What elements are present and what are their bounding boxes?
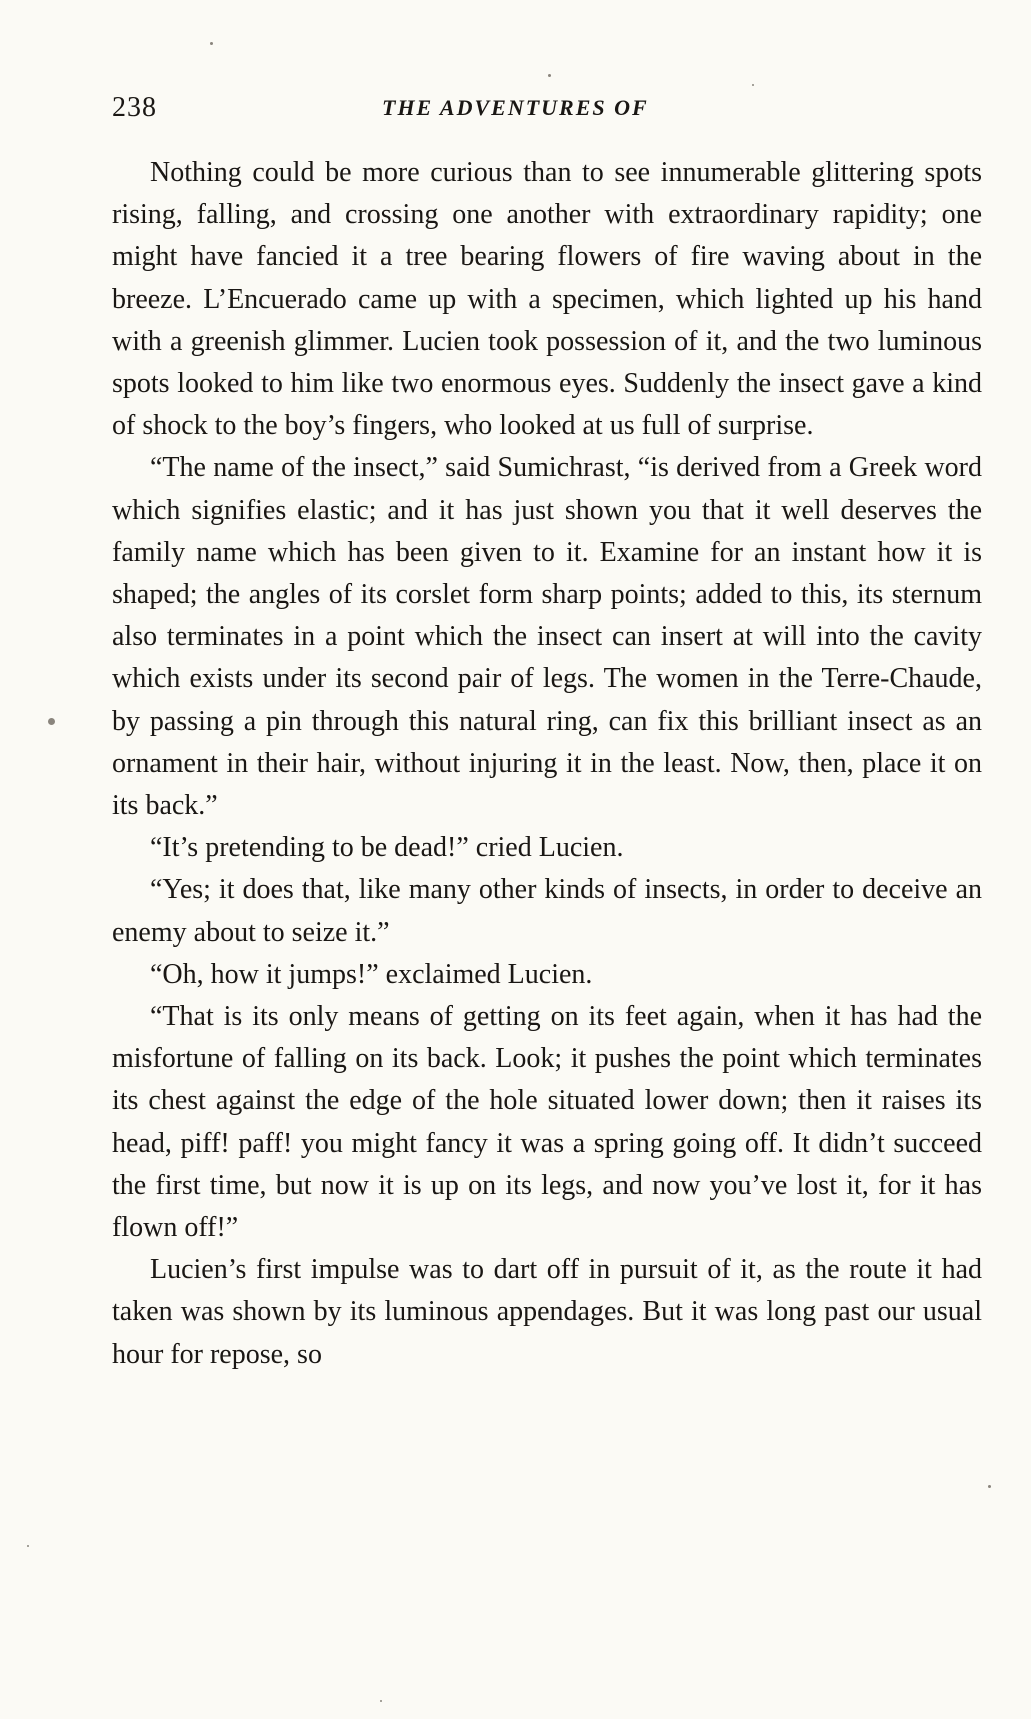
paragraph: “The name of the insect,” said Sumichrast, “is derived from a Greek word which signifies elastic; and it has just shown you that it well deserves the family name which has been given to it. Examine for an instant how it is shaped; the angles of its corslet form sharp points; added to this, its sternum also terminates in a point which the insect can insert at will into the cavity which exists under its second pair of legs. The women in the Terre-Chaude, by passing a pin through this natural ring, can fix this brilliant insect as an ornament in their hair, without injuring it in the least. Now, then, place it on its back.” — [112, 452, 982, 822]
running-title: THE ADVENTURES OF — [382, 95, 649, 120]
scan-speck — [752, 84, 754, 86]
paragraph: Lucien’s first impulse was to dart off in pursuit of it, as the route it had taken was shown by its luminous appendages. But it was long past our usual hour for repose, so — [112, 1254, 982, 1370]
page-number: 238 — [112, 92, 157, 123]
paragraph: “That is its only means of getting on its feet again, when it has had the misfortune of falling on its back. Look; it pushes the point which terminates its chest against the edge of the hole situated lower down; then it raises its head, piff! paff! you might fancy it was a spring going off. It didn’t succeed the first time, but now it is up on its legs, and now you’ve lost it, for it has flown off!” — [112, 1001, 982, 1244]
scan-speck — [988, 1485, 991, 1488]
scan-speck — [548, 74, 551, 77]
scan-speck — [210, 42, 213, 45]
scan-speck — [27, 1545, 29, 1547]
paragraph: “Yes; it does that, like many other kinds of insects, in order to deceive an enemy about to seize it.” — [112, 874, 982, 948]
paragraph: “It’s pretending to be dead!” cried Lucien. — [150, 832, 624, 864]
scan-speck — [48, 718, 55, 725]
body-text — [112, 152, 982, 1376]
running-head — [112, 92, 982, 132]
paragraph: Nothing could be more curious than to see innumerable glittering spots rising, falling, and crossing one another with extraordinary rapidity; one might have fancied it a tree bearing flowers of fire waving about in the breeze. L’Encuerado came up with a specimen, which lighted up his hand with a greenish glimmer. Lucien took possession of it, and the two luminous spots looked to him like two enormous eyes. Suddenly the insect gave a kind of shock to the boy’s fingers, who looked at us full of surprise. — [112, 157, 982, 442]
scan-speck — [380, 1700, 382, 1702]
paragraph: “Oh, how it jumps!” exclaimed Lucien. — [150, 958, 593, 990]
